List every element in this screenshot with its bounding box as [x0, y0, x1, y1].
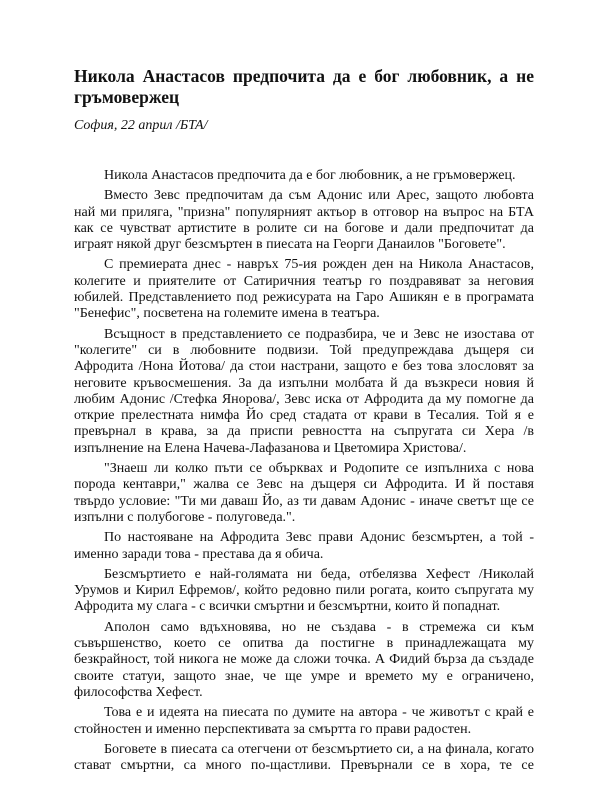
paragraph: Вместо Зевс предпочитам да съм Адонис или Арес, защото любовта най ми приляга, "призна" популярният актьор в отговор на въпрос на БТА как се чувстват артистите в ролите си на богове и дали предпочитат да играят някой друг безсмъртен в пиесата на Георги Данаилов "Боговете". — [74, 188, 534, 253]
article-body — [74, 168, 534, 774]
paragraph: Безсмъртието е най-голямата ни беда, отбелязва Хефест /Николай Урумов и Кирил Ефремов/, който редовно пили рогата, които съпругата му Афродита му слага - с всички смъртни и безсмъртни, които й попаднат. — [74, 566, 534, 615]
paragraph: Аполон само вдъхновява, но не създава - в стремежа си към съвършенство, което се опитва да постигне в принадлежащата му безкрайност, той никога не може да сложи точка. А Фидий бърза да създаде своите статуи, защото знае, че ще умре и времето му е ограничено, философства Хефест. — [74, 619, 534, 700]
dateline: София, 22 април /БТА/ — [74, 118, 208, 133]
paragraph: С премиерата днес - навръх 75-ия рожден ден на Никола Анастасов, колегите и приятелите от Сатиричния театър го поздравяват за неговия юбилей. Представлението под режисурата на Гаро Ашикян е в програмата "Бенефис", посветена на големите имена в театъра. — [74, 257, 534, 322]
paragraph: Никола Анастасов предпочита да е бог любовник, а не гръмовержец. — [104, 168, 516, 183]
paragraph: Това е и идеята на пиесата по думите на автора - че животът с край е стойностен и именно перспективата за смъртта го прави радостен. — [74, 705, 534, 737]
article-title: Никола Анастасов предпочита да е бог любовник, а не гръмовержец — [74, 66, 534, 107]
paragraph: По настояване на Афродита Зевс прави Адонис безсмъртен, а той - именно заради това - престава да я обича. — [74, 530, 534, 562]
paragraph: "Знаеш ли колко пъти се объркваx и Родопите се изпълниха с нова порода кентаври," жалва се Зевс на дъщеря си Афродита. И й поставя твърдо условие: "Ти ми даваш Йо, аз ти давам Адонис - иначе светът ще се изпълни с полубогове - полуговеда.". — [74, 461, 534, 525]
paragraph: Боговете в пиесата са отегчени от безсмъртието си, а на финала, когато стават смъртни, са много по-щастливи. Превърнали се в хора, те се — [74, 741, 534, 774]
paragraph: Всъщност в представлението се подразбира, че и Зевс не изостава от "колегите" си в любовните подвизи. Той предупреждава дъщеря си Афродита /Нона Йотова/ да стои настрани, защото е без това злословят за неговите кръвосмешения. За да изпълни молбата й да възкреси новия й любим Адонис /Стефка Янорова/, Зевс иска от Афродита да му помогне да открие прелестната нимфа Йо сред стадата от крави в Тесалия. Той я е превърнал в крава, за да приспи ревността на съпругата си Хера /в изпълнение на Елена Начева-Лафазанова и Цветомира Христова/. — [74, 326, 534, 456]
